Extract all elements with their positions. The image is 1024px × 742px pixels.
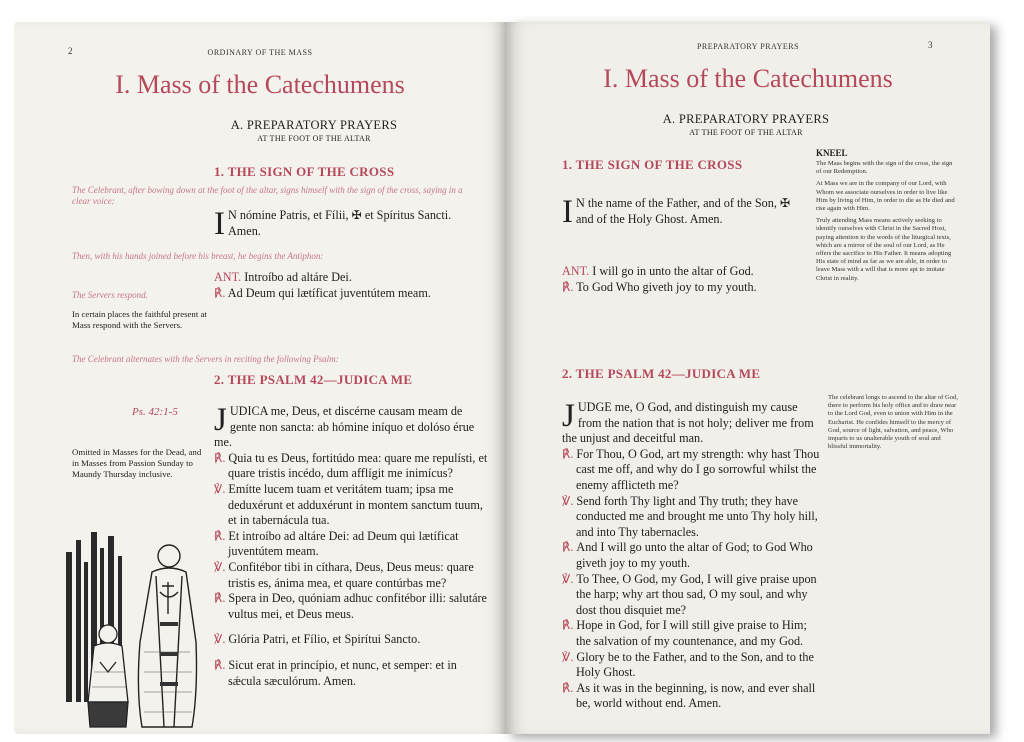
antiphon-text: I will go in unto the altar of God. (592, 264, 754, 278)
verse-text: For Thou, O God, art my strength: why hast Thou cast me off, and why do I go sorrowful whilst the enemy afflicteth me? (576, 446, 820, 492)
dropcap: J (562, 398, 575, 434)
verse-mark: ℣. (214, 559, 226, 574)
paragraph-text: N nómine Patris, et Fílii, ✠ et Spíritus Sancti. Amen. (228, 208, 452, 238)
response-mark: ℟. (562, 279, 574, 294)
section-heading-psalm: 2. THE PSALM 42—JUDICA ME (214, 372, 413, 387)
verse-text: Quia tu es Deus, fortitúdo mea: quare me repulísti, et quare tristis incédo, dum afflígit me inimícus? (228, 450, 488, 481)
verse-mark: ℟. (214, 528, 226, 543)
verse-text: As it was in the beginning, is now, and ever shall be, world without end. Amen. (576, 680, 816, 711)
verse-mark: ℟. (214, 657, 226, 672)
verse (562, 494, 824, 541)
verse (562, 540, 824, 571)
verse-text: To Thee, O God, my God, I will give praise upon the harp; why art thou sad, O my soul, and why dost thou disquiet me? (576, 571, 817, 617)
section-heading-sign-of-cross: 1. THE SIGN OF THE CROSS (562, 157, 743, 172)
verse-mark: ℟. (562, 680, 574, 695)
section-heading-psalm: 2. THE PSALM 42—JUDICA ME (562, 366, 761, 381)
sidebar-paragraph: At Mass we are in the company of our Lord, with Whom we associate ourselves in order to live like Him by living of Him, in order to die as He died and rise again with Him. (816, 180, 955, 213)
verse-text: Et introíbo ad altáre Dei: ad Deum qui lætíficat juventútem meam. (228, 528, 459, 559)
sidebar-paragraph: The Mass begins with the sign of the cross, the sign of our Redemption. (816, 160, 953, 176)
verse (214, 560, 488, 591)
rubric: The Celebrant, after bowing down at the foot of the altar, signs himself with the sign of the cross, saying in a clear voice: (72, 185, 463, 206)
verse-mark: ℟. (562, 446, 574, 461)
english-sign-of-cross (562, 194, 810, 230)
response-text: Ad Deum qui lætíficat juventútem meam. (227, 285, 431, 300)
verse-mark: ℣. (214, 632, 226, 647)
margin-note: In certain places the faithful present at Mass respond with the Servers. (72, 309, 207, 331)
sidebar-paragraph: Truly attending Mass means actively seeking to identify ourselves with Christ in the Sacred Host, paying attention to the words of the liturgical texts, which are a mirror of the soul of our Lord, as He offers the sacrifice to His Father. It means adopting His state of mind as far as we are able, in order to leave Mass with a will that is more apt to imitate Christ in reality. (816, 217, 952, 282)
antiphon-mark: ANT. (562, 264, 590, 278)
verse-text: Send forth Thy light and Thy truth; they have conducted me and brought me unto Thy holy hill, and into Thy tabernacles. (576, 493, 818, 539)
antiphon-block (562, 264, 810, 295)
paragraph-text: N the name of the Father, and of the Son, ✠ and of the Holy Ghost. Amen. (576, 196, 791, 226)
priest-and-server-illustration (64, 522, 209, 732)
english-psalm (562, 400, 824, 712)
verse (214, 658, 488, 689)
running-head: PREPARATORY PRAYERS (696, 42, 800, 51)
margin-note: Omitted in Masses for the Dead, and in Masses from Passion Sunday to Maundy Thursday inclusive. (72, 447, 202, 480)
sidebar-commentary-psalm: The celebrant longs to ascend to the altar of God, there to perform his holy office and to draw near to the Lord God, even to union with Him in the Eucharist. He confides himself to the mercy of God, source of light, salvation, and peace, Who imparts to us unalterable youth of soul and blissful immortality. (828, 394, 958, 451)
verse (214, 591, 488, 622)
rubric: Then, with his hands joined before his breast, he begins the Antiphon: (72, 251, 324, 261)
verse (562, 650, 824, 681)
verse (562, 572, 824, 619)
latin-sign-of-cross (214, 206, 486, 242)
verse (214, 632, 488, 648)
verse-text: Emítte lucem tuam et veritátem tuam; ipsa me deduxérunt et adduxérunt in montem sanctum tuum, et in tabernácula tua. (228, 481, 483, 528)
dropcap: I (214, 206, 225, 242)
page-number: 3 (928, 40, 933, 50)
rubric: The Celebrant alternates with the Servers in reciting the following Psalm: (72, 354, 339, 364)
verse-text: Sicut erat in princípio, et nunc, et semper: et in sǽcula sæculórum. Amen. (228, 657, 457, 688)
verse-mark: ℟. (214, 450, 226, 465)
verse-mark: ℟. (562, 540, 574, 555)
verse-text: Confitébor tibi in cíthara, Deus, Deus meus: quare tristis es, ánima mea, et quare contúrbas me? (228, 559, 474, 590)
verse (214, 529, 488, 560)
response-mark: ℟. (214, 285, 226, 300)
left-page (14, 22, 506, 734)
verse (214, 451, 488, 482)
verse (562, 447, 824, 494)
subsubhead: AT THE FOOT OF THE ALTAR (257, 134, 371, 143)
dropcap: I (562, 194, 573, 230)
servers-rubric: The Servers respond. (72, 290, 148, 300)
paragraph-text: UDGE me, O God, and distinguish my cause from the nation that is not holy; deliver me from the unjust and deceitful man. (562, 400, 814, 446)
psalm-reference: Ps. 42:1-5 (132, 406, 178, 418)
verse-text: And I will go unto the altar of God; to God Who giveth joy to my youth. (576, 540, 813, 570)
verse (562, 681, 824, 712)
verse-mark: ℣. (214, 481, 226, 496)
verse-text: Spera in Deo, quóniam adhuc confitébor illi: salutáre vultus mei, et Deus meus. (228, 591, 487, 621)
verse (562, 618, 824, 649)
verse-text: Glória Patri, et Fílio, et Spirítui Sancto. (228, 632, 421, 647)
subsubhead: AT THE FOOT OF THE ALTAR (689, 128, 803, 137)
response-text: To God Who giveth joy to my youth. (576, 279, 757, 294)
subhead: A. PREPARATORY PRAYERS (662, 112, 830, 126)
right-page (506, 22, 990, 734)
verse-mark: ℟. (214, 591, 226, 606)
antiphon-mark: ANT. (214, 270, 242, 284)
verse-mark: ℣. (562, 649, 574, 664)
sidebar-commentary (816, 148, 956, 283)
dropcap: J (214, 402, 227, 438)
page-number: 2 (68, 46, 73, 56)
verse-mark: ℣. (562, 571, 574, 586)
antiphon-block (214, 270, 486, 301)
subhead: A. PREPARATORY PRAYERS (230, 118, 398, 132)
verse-text: Hope in God, for I will still give praise to Him; the salvation of my countenance, and my God. (576, 618, 807, 648)
page-title: I. Mass of the Catechumens (115, 70, 405, 99)
section-heading-sign-of-cross: 1. THE SIGN OF THE CROSS (214, 164, 395, 179)
running-head: ORDINARY OF THE MASS (207, 48, 313, 57)
verse-mark: ℣. (562, 493, 574, 508)
paragraph-text: UDICA me, Deus, et discérne causam meam de gente non sancta: ab hómine iníquo et dolóso érue me. (214, 404, 475, 450)
page-title: I. Mass of the Catechumens (603, 64, 893, 93)
kneel-heading: KNEEL (816, 148, 848, 158)
antiphon-text: Introíbo ad altáre Dei. (244, 270, 352, 284)
verse-text: Glory be to the Father, and to the Son, and to the Holy Ghost. (576, 649, 814, 680)
latin-psalm (214, 404, 488, 689)
verse-mark: ℟. (562, 618, 574, 633)
verse (214, 482, 488, 529)
